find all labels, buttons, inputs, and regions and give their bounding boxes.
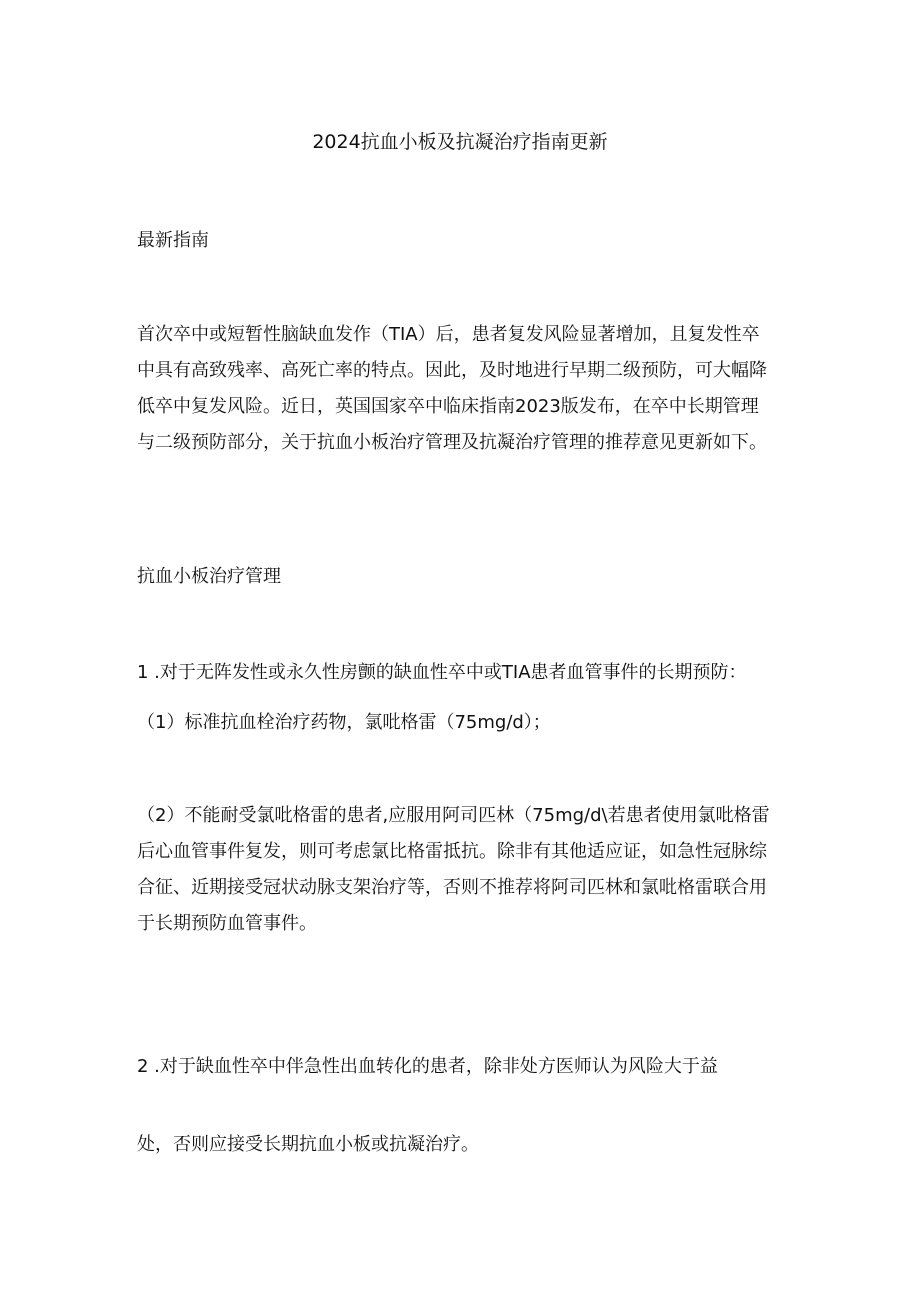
document-title: 2024抗血小板及抗凝治疗指南更新 bbox=[312, 131, 608, 153]
item-1-sub-2-line: 后心血管事件复发，则可考虑氯比格雷抵抗。除非有其他适应证，如急性冠脉综 bbox=[137, 841, 767, 862]
intro-paragraph bbox=[137, 317, 797, 461]
intro-line: 中具有高致残率、高死亡率的特点。因此，及时地进行早期二级预防，可大幅降 bbox=[137, 360, 767, 381]
item-1-sub-2-line: 合征、近期接受冠状动脉支架治疗等，否则不推荐将阿司匹林和氯吡格雷联合用 bbox=[137, 877, 767, 898]
section-heading-latest-guideline: 最新指南 bbox=[137, 230, 209, 251]
item-2-text: 2 .对于缺血性卒中伴急性出血转化的患者，除非处方医师认为风险大于益 bbox=[137, 1056, 718, 1077]
item-1-sub-2-line: （2）不能耐受氯吡格雷的患者,应服用阿司匹林（75mg∕d\若患者使用氯吡格雷 bbox=[137, 805, 770, 826]
intro-line: 首次卒中或短暂性脑缺血发作（TIA）后，患者复发风险显著增加，且复发性卒 bbox=[137, 324, 760, 345]
item-1-sub-1: （1）标准抗血栓治疗药物，氯吡格雷（75mg∕d）； bbox=[137, 712, 551, 733]
section-heading-antiplatelet: 抗血小板治疗管理 bbox=[137, 566, 281, 587]
item-1-text: 1 .对于无阵发性或永久性房颤的缺血性卒中或TIA患者血管事件的长期预防： bbox=[137, 662, 747, 683]
item-1-sub-2-paragraph bbox=[137, 798, 797, 942]
item-2-continuation: 处，否则应接受长期抗血小板或抗凝治疗。 bbox=[137, 1134, 479, 1155]
item-1-sub-2-line: 于长期预防血管事件。 bbox=[137, 913, 317, 934]
intro-line: 与二级预防部分，关于抗血小板治疗管理及抗凝治疗管理的推荐意见更新如下。 bbox=[137, 432, 767, 453]
intro-line: 低卒中复发风险。近日，英国国家卒中临床指南2023版发布，在卒中长期管理 bbox=[137, 396, 759, 417]
